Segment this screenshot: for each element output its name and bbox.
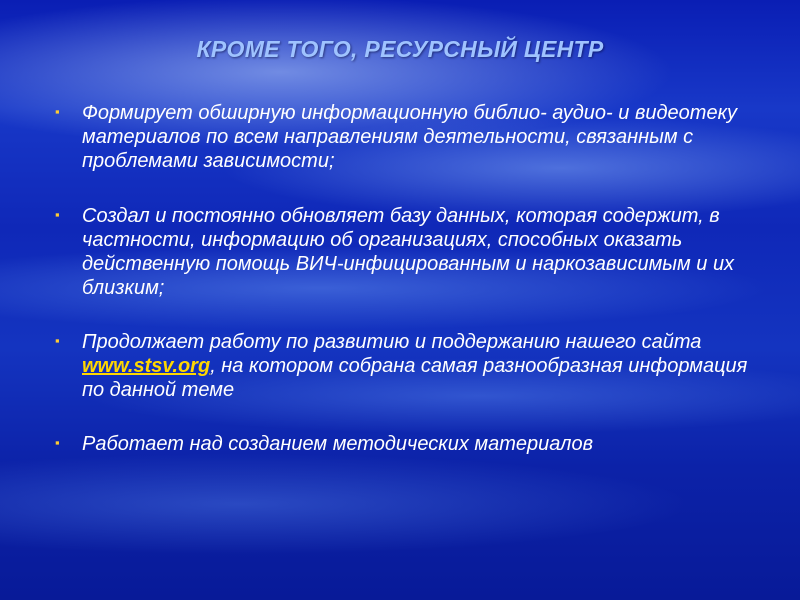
bullet-text-after-link: , на котором собрана самая разнообразная информация по данной теме	[82, 355, 748, 401]
bullet-text-before-link: Продолжает работу по развитию и поддержанию нашего сайта	[82, 331, 702, 353]
bullet-item	[55, 101, 755, 173]
bullet-marker-icon: ▪	[55, 104, 60, 119]
bullet-text	[82, 330, 755, 402]
bullet-marker-icon: ▪	[55, 435, 60, 450]
bullet-text: Формирует обширную информационную библио- аудио- и видеотеку материалов по всем направлениям деятельности, связанным с проблемами зависимости;	[82, 102, 738, 172]
bullet-marker-icon: ▪	[55, 333, 60, 348]
bullet-marker-icon: ▪	[55, 207, 60, 222]
bullet-text: Создал и постоянно обновляет базу данных, которая содержит, в частности, информацию об организациях, способных оказать действенную помощь ВИЧ-инфицированным и наркозависимым и их близким;	[82, 205, 735, 299]
bullet-list	[55, 101, 755, 484]
bullet-item	[55, 432, 755, 456]
bullet-item	[55, 330, 755, 402]
bullet-text: Работает над созданием методических материалов	[82, 433, 594, 455]
website-link[interactable]: www.stsv.org	[82, 355, 211, 377]
bullet-item	[55, 204, 755, 300]
slide-title: КРОМЕ ТОГО, РЕСУРСНЫЙ ЦЕНТР	[196, 36, 604, 62]
